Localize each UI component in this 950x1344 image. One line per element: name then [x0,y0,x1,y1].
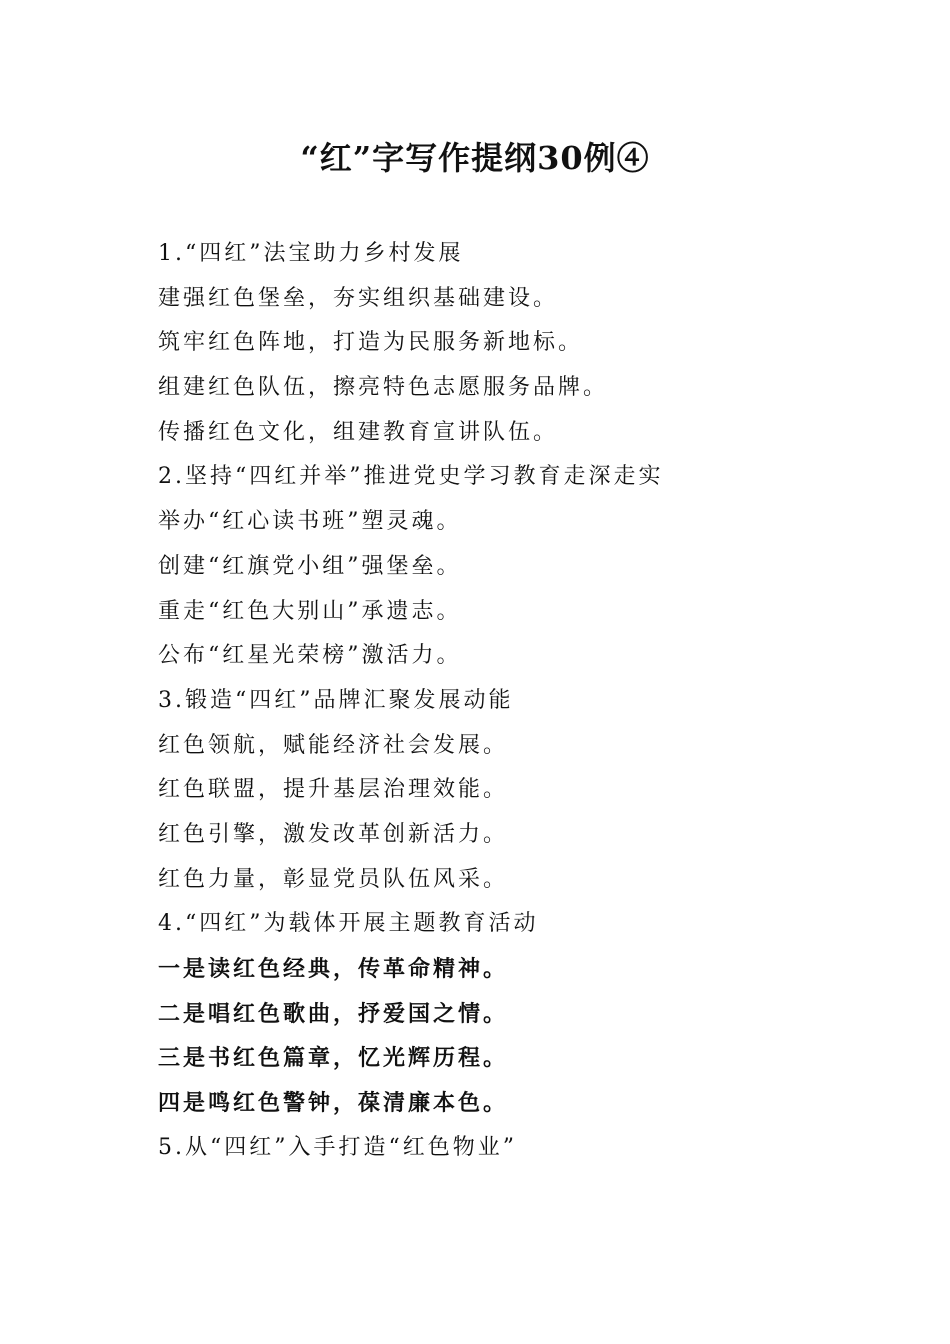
body-line: 红色领航，赋能经济社会发展。 [158,732,509,758]
section-heading: 1.“四红”法宝助力乡村发展 [158,241,464,266]
body-line: 重走“红色大别山”承遗志。 [158,598,462,624]
document-title: “红”字写作提纲30例④ [300,139,650,177]
body-line: 一是读红色经典，传革命精神。 [158,956,509,982]
body-line: 二是唱红色歌曲，抒爱国之情。 [158,1000,509,1027]
body-line: 四是鸣红色警钟，葆清廉本色。 [158,1090,509,1117]
body-line: 建强红色堡垒，夯实组织基础建设。 [158,285,559,311]
body-line: 举办“红心读书班”塑灵魂。 [158,509,462,535]
body-line: 红色引擎，激发改革创新活力。 [158,821,509,847]
document-body [158,232,878,1170]
body-line: 传播红色文化，组建教育宣讲队伍。 [158,419,559,445]
section-heading: 3.锻造“四红”品牌汇聚发展动能 [158,687,514,713]
body-line: 三是书红色篇章，忆光辉历程。 [158,1045,509,1072]
body-line: 筑牢红色阵地，打造为民服务新地标。 [158,330,584,356]
section-heading: 2.坚持“四红并举”推进党史学习教育走深走实 [158,464,664,490]
body-line: 红色力量，彰显党员队伍风采。 [158,866,509,892]
body-line: 组建红色队伍，擦亮特色志愿服务品牌。 [158,375,609,401]
body-line: 公布“红星光荣榜”激活力。 [158,643,462,669]
section-heading: 5.从“四红”入手打造“红色物业” [158,1134,517,1160]
body-line: 创建“红旗党小组”强堡垒。 [158,553,462,579]
body-line: 红色联盟，提升基层治理效能。 [158,777,509,803]
section-heading: 4.“四红”为载体开展主题教育活动 [158,911,539,937]
